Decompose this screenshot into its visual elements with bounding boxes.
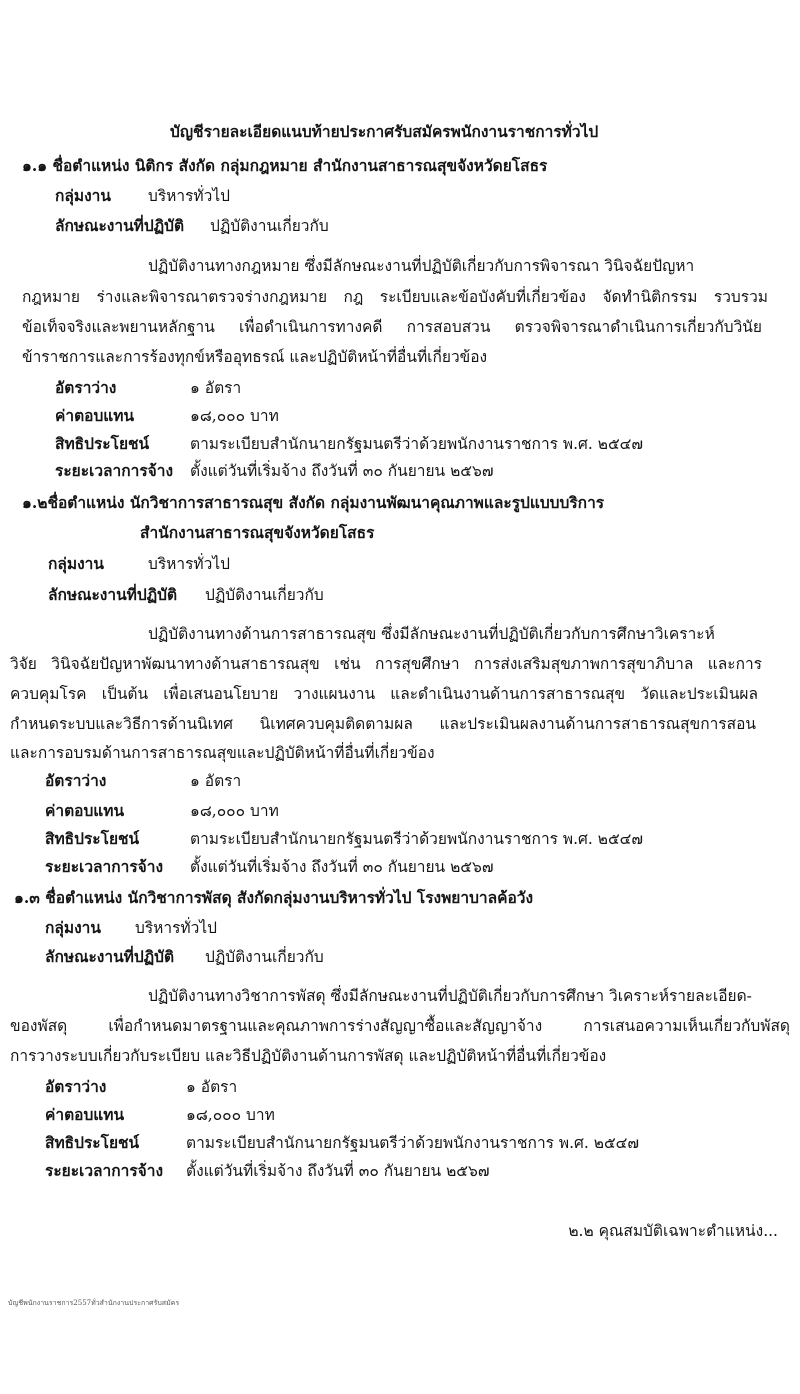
position-1-desc-line: ข้าราชการและการร้องทุกข์หรืออุทธรณ์ และปฏิบัติหน้าที่อื่นที่เกี่ยวข้อง: [22, 348, 488, 366]
position-2-duty-label: ลักษณะงานที่ปฏิบัติ: [48, 585, 178, 604]
position-1-benefit-value: ตามระเบียบสำนักนายกรัฐมนตรีว่าด้วยพนักงานราชการ พ.ศ. ๒๕๔๗: [190, 435, 644, 453]
position-2-group-value: บริหารทั่วไป: [148, 555, 230, 573]
position-3-desc-line: ปฏิบัติงานทางวิชาการพัสดุ ซึ่งมีลักษณะงานที่ปฏิบัติเกี่ยวกับการศึกษา วิเคราะห์รายละเอียด-: [148, 987, 752, 1005]
position-2-group-label: กลุ่มงาน: [48, 554, 104, 573]
position-1-duty-value: ปฏิบัติงานเกี่ยวกับ: [210, 217, 329, 235]
position-1-vacancy-value: ๑ อัตรา: [190, 379, 242, 397]
position-1-pay-value: ๑๘,๐๐๐ บาท: [190, 407, 279, 425]
position-1-desc-line: ปฏิบัติงานทางกฎหมาย ซึ่งมีลักษณะงานที่ปฏิบัติเกี่ยวกับการพิจารณา วินิจฉัยปัญหา: [148, 257, 695, 275]
position-3-group-label: กลุ่มงาน: [45, 918, 101, 937]
position-1-group-label: กลุ่มงาน: [55, 186, 111, 205]
position-2-benefit-value: ตามระเบียบสำนักนายกรัฐมนตรีว่าด้วยพนักงานราชการ พ.ศ. ๒๕๔๗: [190, 830, 644, 848]
position-1-period-value: ตั้งแต่วันที่เริ่มจ้าง ถึงวันที่ ๓๐ กันยายน ๒๕๖๗: [190, 462, 494, 480]
position-1-group-value: บริหารทั่วไป: [148, 187, 230, 205]
position-2-desc-line: กำหนดระบบและวิธีการด้านนิเทศ นิเทศควบคุมติดตามผล และประเมินผลงานด้านการสาธารณสุขการสอน: [10, 715, 756, 733]
position-1-desc-line: กฎหมาย ร่างและพิจารณาตรวจร่างกฎหมาย กฎ ระเบียบและข้อบังคับที่เกี่ยวข้อง จัดทำนิติกรรม รวบรวม: [22, 288, 768, 306]
position-2-desc-line: และการอบรมด้านการสาธารณสุขและปฏิบัติหน้าที่อื่นที่เกี่ยวข้อง: [10, 744, 435, 762]
position-2-period-label: ระยะเวลาการจ้าง: [45, 857, 164, 876]
position-2-benefit-label: สิทธิประโยชน์: [45, 829, 140, 848]
position-1-duty-label: ลักษณะงานที่ปฏิบัติ: [55, 216, 185, 235]
position-3-group-value: บริหารทั่วไป: [135, 919, 217, 937]
position-1-desc-line: ข้อเท็จจริงและพยานหลักฐาน เพื่อดำเนินการทางคดี การสอบสวน ตรวจพิจารณาดำเนินการเกี่ยวกับวินัย: [22, 318, 762, 336]
document-title: บัญชีรายละเอียดแนบท้ายประกาศรับสมัครพนักงานราชการทั่วไป: [170, 122, 599, 141]
position-2-vacancy-value: ๑ อัตรา: [190, 772, 242, 790]
position-1-benefit-label: สิทธิประโยชน์: [55, 434, 150, 453]
position-2-pay-value: ๑๘,๐๐๐ บาท: [190, 802, 279, 820]
position-2-pay-label: ค่าตอบแทน: [45, 801, 125, 820]
position-2-period-value: ตั้งแต่วันที่เริ่มจ้าง ถึงวันที่ ๓๐ กันยายน ๒๕๖๗: [190, 858, 494, 876]
position-3-desc-line: ของพัสดุ เพื่อกำหนดมาตรฐานและคุณภาพการร่างสัญญาซื้อและสัญญาจ้าง การเสนอความเห็นเกี่ยวกับพัสดุ: [10, 1017, 790, 1035]
position-3-benefit-label: สิทธิประโยชน์: [45, 1133, 140, 1152]
position-3-vacancy-label: อัตราว่าง: [45, 1077, 107, 1096]
position-2-duty-value: ปฏิบัติงานเกี่ยวกับ: [205, 586, 324, 604]
position-3-desc-line: การวางระบบเกี่ยวกับระเบียบ และวิธีปฏิบัติงานด้านการพัสดุ และปฏิบัติหน้าที่อื่นที่เกี่ยวข้อง: [10, 1047, 607, 1065]
footer-file-note: บัญชีพนักงานราชการ2557ทั่วสำนักงานประกาศรับสมัคร: [8, 1299, 180, 1307]
position-3-duty-value: ปฏิบัติงานเกี่ยวกับ: [205, 948, 324, 966]
position-3-period-label: ระยะเวลาการจ้าง: [45, 1161, 164, 1180]
position-3-pay-label: ค่าตอบแทน: [45, 1105, 125, 1124]
position-3-vacancy-value: ๑ อัตรา: [186, 1078, 238, 1096]
position-1-pay-label: ค่าตอบแทน: [55, 406, 135, 425]
position-2-heading: ๑.๒ชื่อตำแหน่ง นักวิชาการสาธารณสุข สังกัด กลุ่มงานพัฒนาคุณภาพและรูปแบบบริการ: [22, 493, 605, 512]
position-3-period-value: ตั้งแต่วันที่เริ่มจ้าง ถึงวันที่ ๓๐ กันยายน ๒๕๖๗: [186, 1162, 490, 1180]
position-1-period-label: ระยะเวลาการจ้าง: [55, 461, 174, 480]
position-3-pay-value: ๑๘,๐๐๐ บาท: [186, 1106, 275, 1124]
position-2-heading-cont: สำนักงานสาธารณสุขจังหวัดยโสธร: [140, 523, 375, 542]
position-2-desc-line: วิจัย วินิจฉัยปัญหาพัฒนาทางด้านสาธารณสุข เช่น การสุขศึกษา การส่งเสริมสุขภาพการสุขาภิบาล และการ: [10, 655, 762, 673]
position-3-benefit-value: ตามระเบียบสำนักนายกรัฐมนตรีว่าด้วยพนักงานราชการ พ.ศ. ๒๕๔๗: [186, 1134, 640, 1152]
position-2-vacancy-label: อัตราว่าง: [45, 771, 107, 790]
position-3-duty-label: ลักษณะงานที่ปฏิบัติ: [45, 947, 175, 966]
position-2-desc-line: ควบคุมโรค เป็นต้น เพื่อเสนอนโยบาย วางแผนงาน และดำเนินงานด้านการสาธารณสุข วัดและประเมินผล: [10, 685, 758, 703]
position-1-vacancy-label: อัตราว่าง: [55, 378, 117, 397]
position-1-heading: ๑.๑ ชื่อตำแหน่ง นิติกร สังกัด กลุ่มกฎหมาย สำนักงานสาธารณสุขจังหวัดยโสธร: [22, 156, 548, 175]
position-3-heading: ๑.๓ ชื่อตำแหน่ง นักวิชาการพัสดุ สังกัดกลุ่มงานบริหารทั่วไป โรงพยาบาลค้อวัง: [14, 888, 534, 907]
position-2-desc-line: ปฏิบัติงานทางด้านการสาธารณสุข ซึ่งมีลักษณะงานที่ปฏิบัติเกี่ยวกับการศึกษาวิเคราะห์: [148, 625, 715, 643]
continuation-note: ๒.๒ คุณสมบัติเฉพาะตำแหน่ง...: [568, 1222, 778, 1240]
